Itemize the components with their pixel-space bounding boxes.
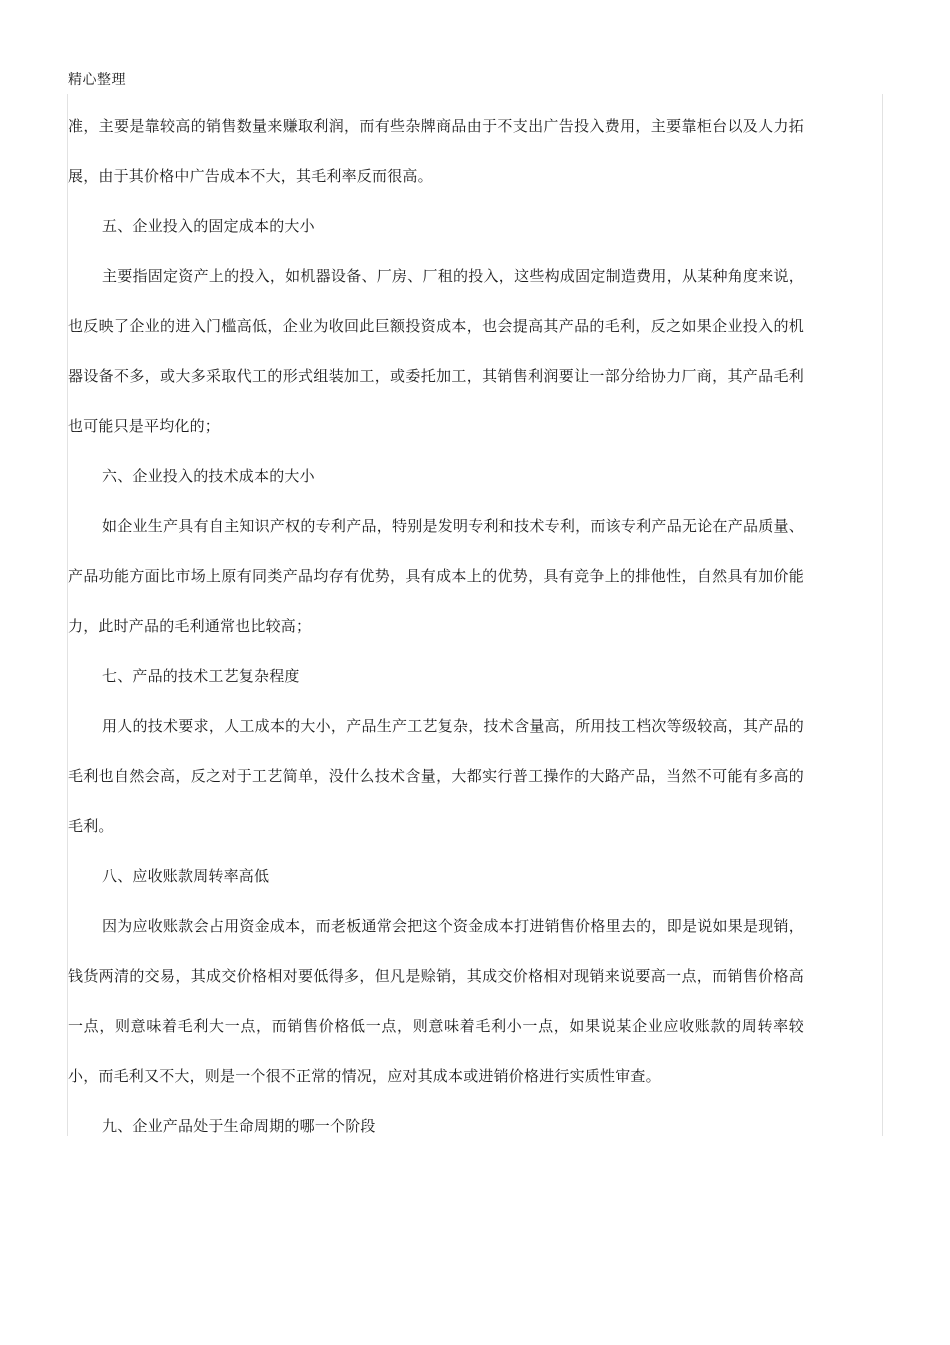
section-heading-8: 八、应收账款周转率高低 (102, 867, 270, 885)
section-heading-9: 九、企业产品处于生命周期的哪一个阶段 (102, 1117, 376, 1135)
right-border-line (882, 94, 883, 1136)
page-header: 精心整理 (68, 72, 126, 88)
section-heading-5: 五、企业投入的固定成本的大小 (102, 217, 315, 235)
document-body (68, 101, 804, 1151)
paragraph-continuation: 准，主要是靠较高的销售数量来赚取利润，而有些杂牌商品由于不支出广告投入费用，主要靠柜台以及人力拓展，由于其价格中广告成本不大，其毛利率反而很高。 (68, 117, 804, 185)
paragraph-tech-cost: 如企业生产具有自主知识产权的专利产品，特别是发明专利和技术专利，而该专利产品无论在产品质量、产品功能方面比市场上原有同类产品均存有优势，具有成本上的优势，具有竞争上的排他性，自然具有加价能力，此时产品的毛利通常也比较高； (68, 517, 804, 635)
paragraph-process-complexity: 用人的技术要求，人工成本的大小，产品生产工艺复杂，技术含量高，所用技工档次等级较高，其产品的毛利也自然会高，反之对于工艺简单，没什么技术含量，大都实行普工操作的大路产品，当然不可能有多高的毛利。 (68, 717, 804, 835)
section-heading-7: 七、产品的技术工艺复杂程度 (102, 667, 300, 685)
section-heading-6: 六、企业投入的技术成本的大小 (102, 467, 315, 485)
paragraph-fixed-cost: 主要指固定资产上的投入，如机器设备、厂房、厂租的投入，这些构成固定制造费用，从某种角度来说，也反映了企业的进入门槛高低，企业为收回此巨额投资成本，也会提高其产品的毛利，反之如果企业投入的机器设备不多，或大多采取代工的形式组装加工，或委托加工，其销售利润要让一部分给协力厂商，其产品毛利也可能只是平均化的； (68, 267, 804, 435)
paragraph-receivables: 因为应收账款会占用资金成本，而老板通常会把这个资金成本打进销售价格里去的，即是说如果是现销，钱货两清的交易，其成交价格相对要低得多，但凡是赊销，其成交价格相对现销来说要高一点，而销售价格高一点，则意味着毛利大一点，而销售价格低一点，则意味着毛利小一点，如果说某企业应收账款的周转率较小，而毛利又不大，则是一个很不正常的情况，应对其成本或进销价格进行实质性审查。 (68, 917, 804, 1085)
